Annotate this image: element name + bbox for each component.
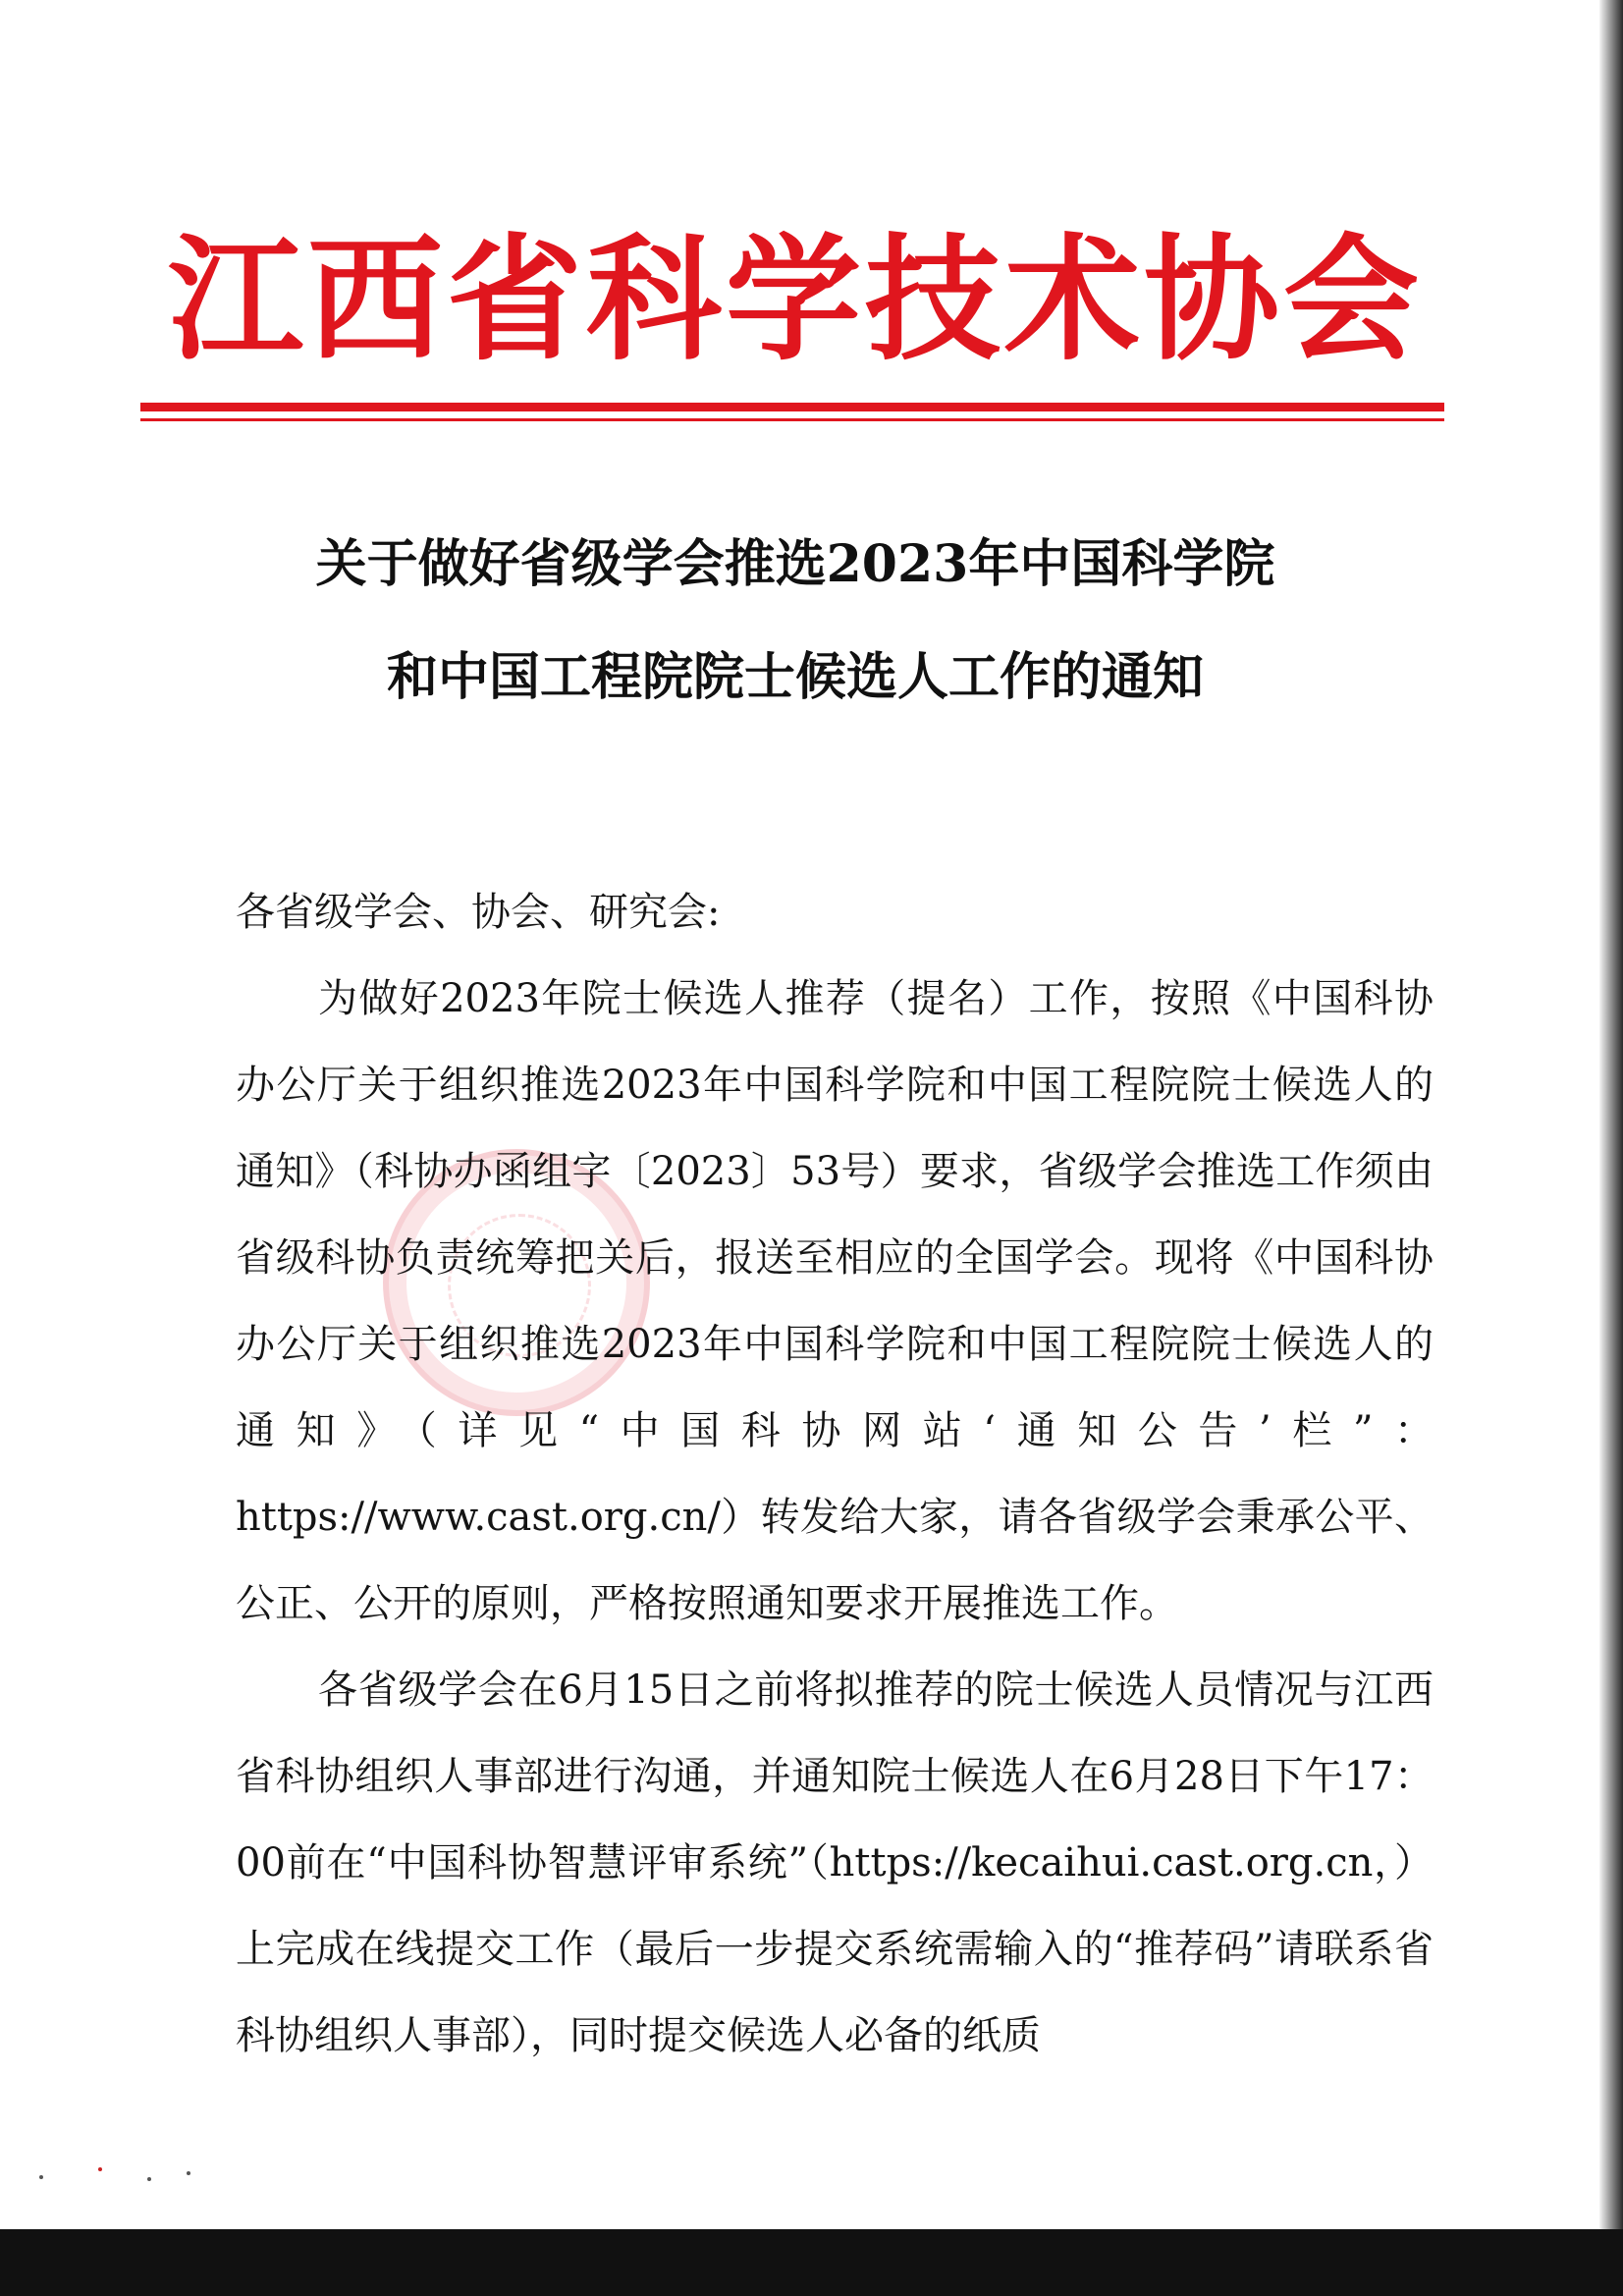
scan-speck xyxy=(147,2177,151,2181)
scan-speck xyxy=(98,2167,102,2171)
document-title-line1: 关于做好省级学会推选2023年中国科学院 xyxy=(315,534,1275,594)
letterhead-rule-thick xyxy=(140,403,1444,411)
document-title-line2: 和中国工程院院士候选人工作的通知 xyxy=(386,647,1204,707)
letterhead-rule-thin xyxy=(140,418,1444,421)
body-paragraph-2: 各省级学会在6月15日之前将拟推荐的院士候选人员情况与江西省科协组织人事部进行沟通，并通知院士候选人在6月28日下午17：00前在“中国科协智慧评审系统”（https://kecaihui.cast.org.cn，）上完成在线提交工作（最后一步提交系统需输入的“推荐码”请联系省科协组织人事部），同时提交候选人必备的纸质 xyxy=(236,1667,1434,2058)
scan-speck xyxy=(39,2175,43,2179)
scan-specks xyxy=(29,2156,226,2195)
body-paragraph-1: 为做好2023年院士候选人推荐（提名）工作，按照《中国科协办公厅关于组织推选2023年中国科学院和中国工程院院士候选人的通知》（科协办函组字〔2023〕53号）要求，省级学会推选工作须由省级科协负责统筹把关后，报送至相应的全国学会。现将《中国科协办公厅关于组织推选2023年中国科学院和中国工程院院士候选人的通知》（详见“中国科协网站‘通知公告’栏”：https://www.cast.org.cn/）转发给大家，请各省级学会秉承公平、公正、公开的原则，严格按照通知要求开展推选工作。 xyxy=(236,976,1434,1626)
document-body xyxy=(236,869,1434,2079)
letterhead-org-name: 江西省科学技术协会 xyxy=(167,219,1423,379)
scan-edge-shadow xyxy=(1599,0,1623,2229)
scan-speck xyxy=(187,2171,190,2175)
salutation: 各省级学会、协会、研究会: xyxy=(236,890,721,935)
